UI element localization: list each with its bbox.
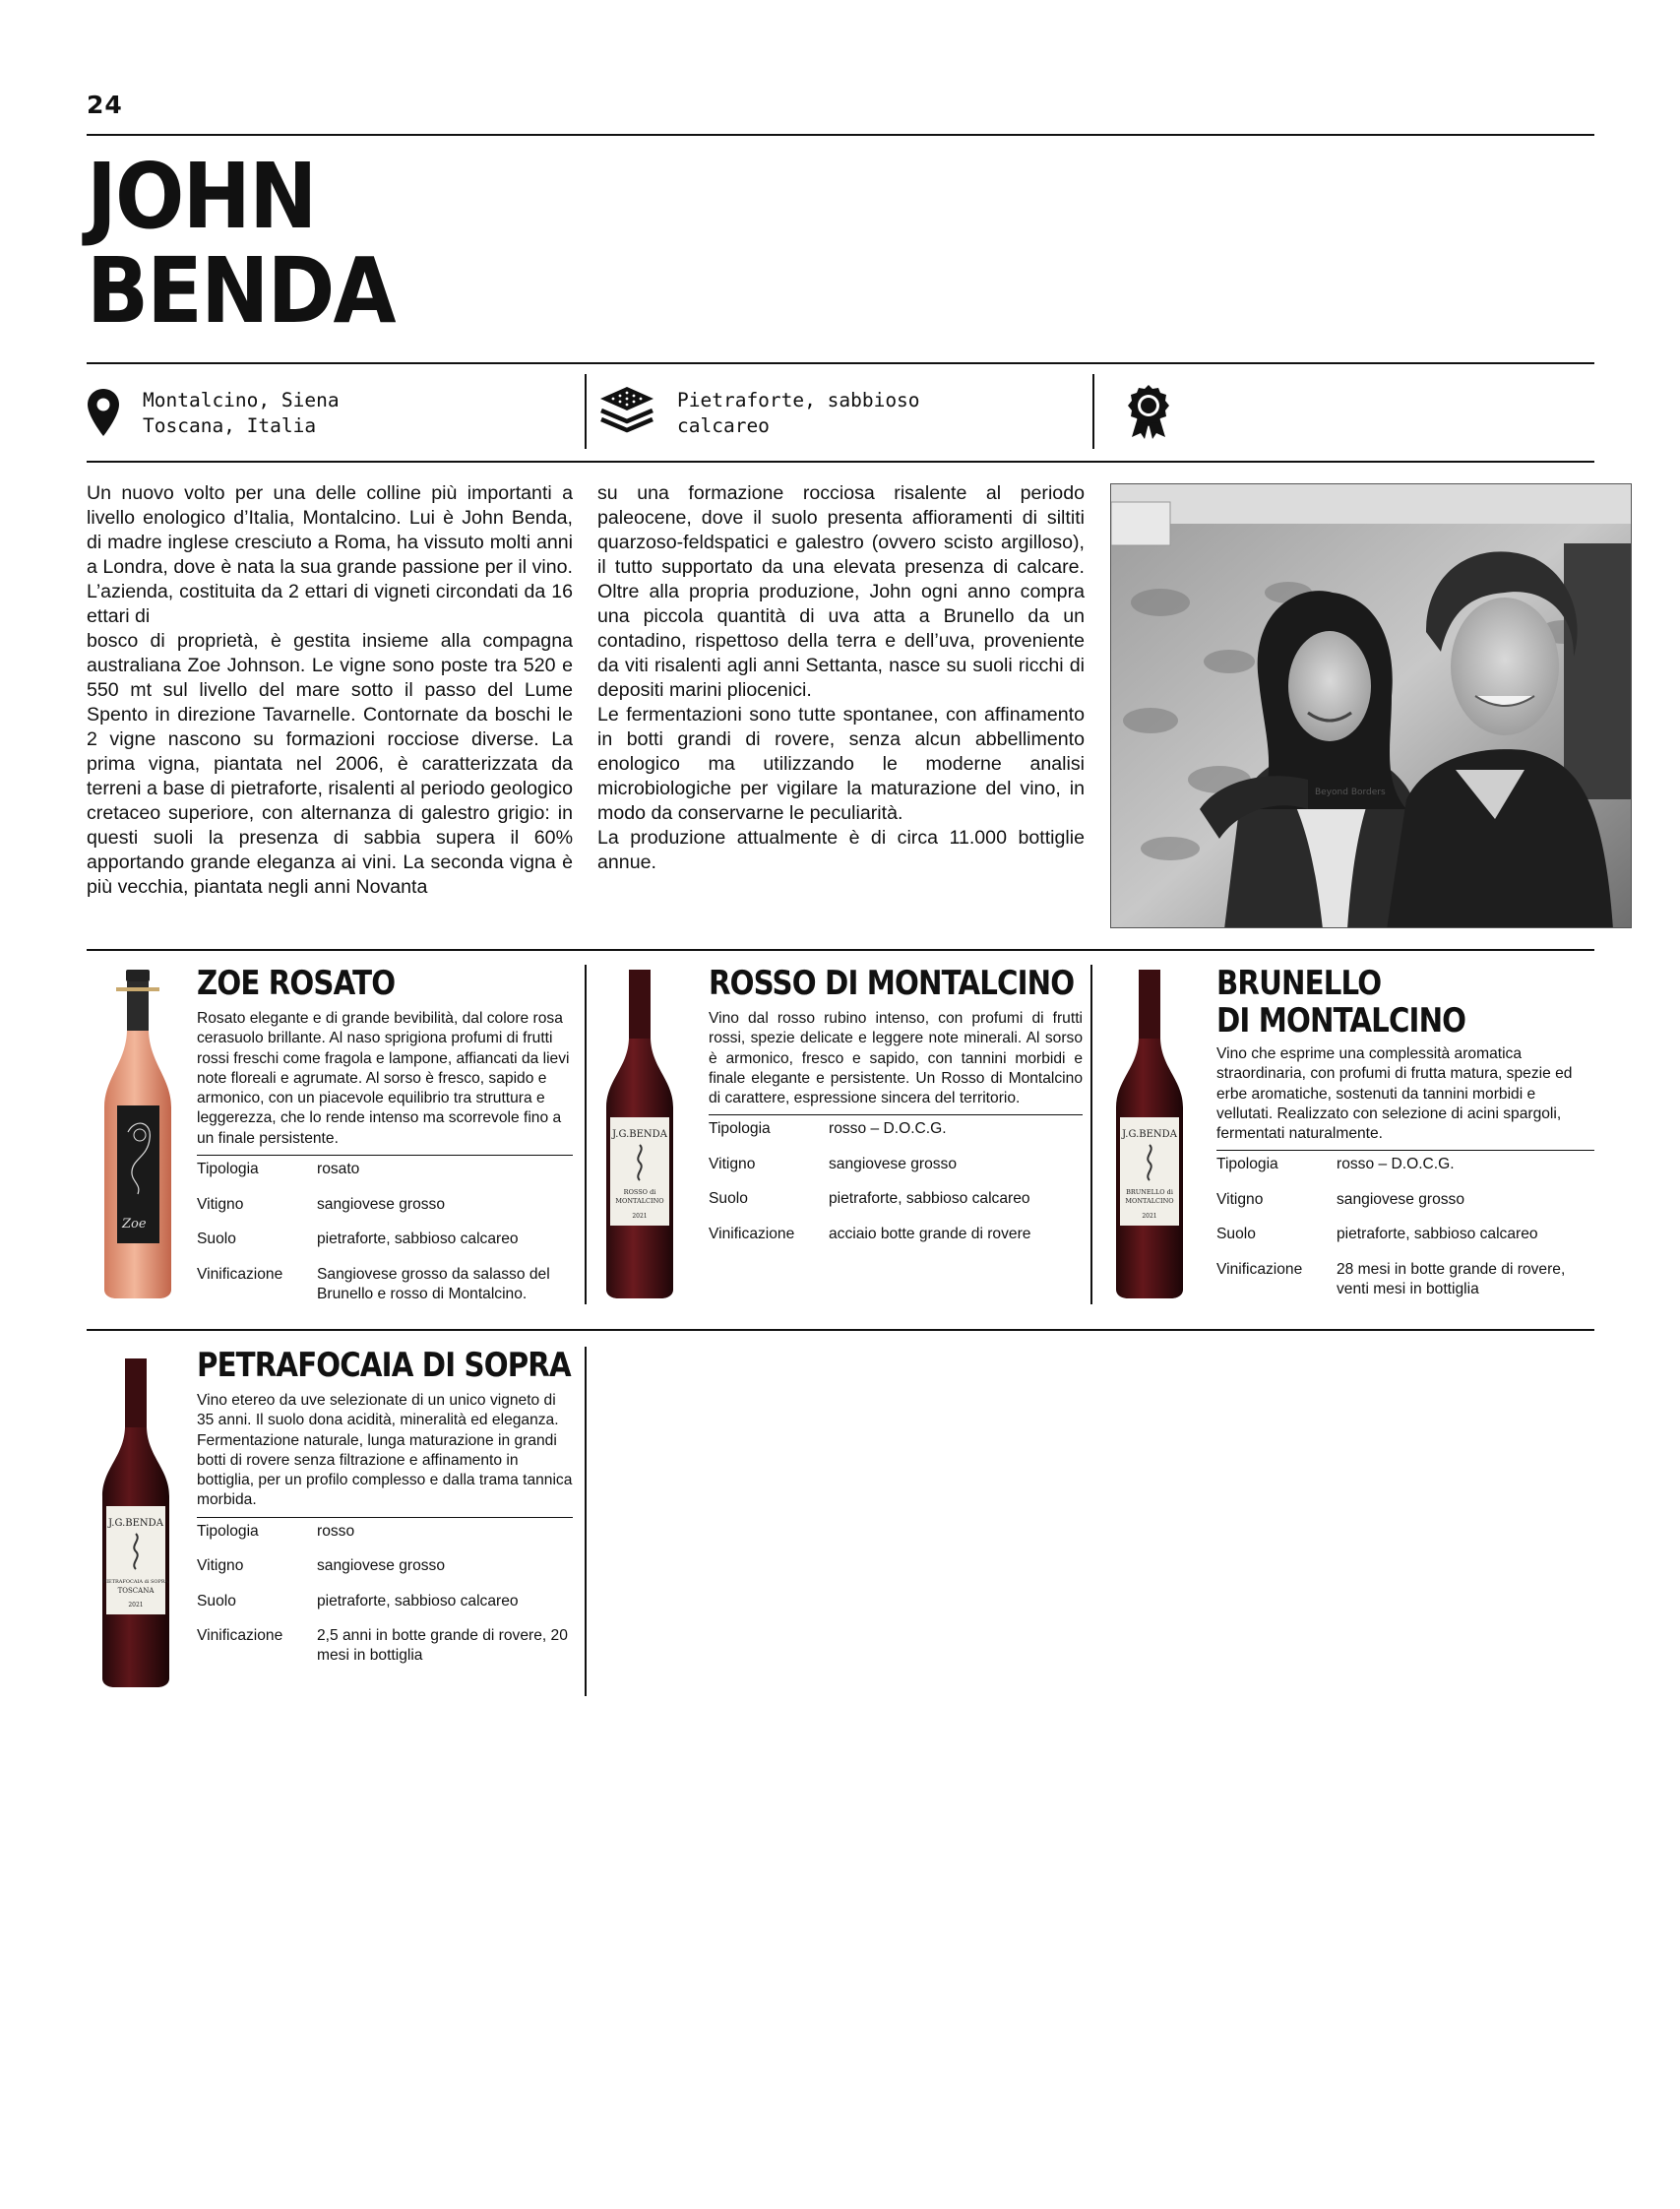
wine-title-zoe-rosato: ZOE ROSATO: [197, 964, 396, 1003]
spec-value: pietraforte, sabbioso calcareo: [317, 1231, 519, 1248]
spec-label: Tipologia: [709, 1120, 771, 1138]
wine-specs: [709, 1114, 1083, 1244]
spec-label: Vitigno: [709, 1155, 756, 1172]
spec-label: Vinificazione: [197, 1265, 283, 1283]
wine-title-brunello-di-montalcino: [1216, 965, 1541, 1040]
spec-value: rosso: [317, 1522, 355, 1540]
description-col2-para2: Le fermentazioni sono tutte spontanee, con affinamento in botti grandi di rovere, senza alcun abbellimento enologico ma utilizzando le moderne analisi microbiologiche per vigilare la maturazione del vino, in modo da conservarne le peculiarità.: [597, 704, 1085, 824]
description-col1-para2: bosco di proprietà, è gestita insieme alla compagna australiana Zoe Johnson. Le vigne sono poste tra 520 e 550 mt sul livello del mare sotto il passo del Lume Spento in direzione Tavarnelle. Contornate da boschi le 2 vigne nascono su formazioni rocciose diverse. La prima vigna, piantata nel 2006, è caratterizzata da terreni a base di pietraforte, risalenti al periodo geologico cretaceo superiore, con alternanza di galestro grigio: in questi suoli la presenza di sabbia supera il 60% apportando grande eleganza ai vini. La seconda vigna è più vecchia, piantata negli anni Novanta: [87, 630, 573, 898]
spec-row-suolo: [709, 1189, 1083, 1209]
spec-value: 2,5 anni in botte grande di rovere, 20 mesi in bottiglia: [317, 1627, 568, 1665]
description-col1-para1: Un nuovo volto per una delle colline più importanti a livello enologico d’Italia, Montalcino. Lui è John Benda, di madre inglese cresciuto a Roma, ha vissuto molti anni a Londra, dove è nata la sua grande passione per il vino. L’azienda, costituita da 2 ettari di vigneti circondati da 16 ettari di: [87, 482, 573, 627]
producer-title: [87, 144, 395, 344]
description-col2-para1: su una formazione rocciosa risalente al periodo paleocene, dove il suolo presenta affioramenti di siltiti quarzoso-feldspatici e galestro (ovvero scisto argilloso), il tutto supportato da una elevata presenza di calcare. Oltre alla propria produzione, John ogni anno compra una piccola quantità di uva atta a Brunello da un contadino, rispettoso della terra e dell’uva, proveniente da viti risalenti agli anni Settanta, nasce su suoli ricchi di depositi marini pliocenici.: [597, 482, 1085, 701]
spec-value: rosso – D.O.C.G.: [1337, 1156, 1455, 1173]
location-line1: Montalcino, Siena: [143, 389, 340, 411]
spec-label: Tipologia: [197, 1522, 259, 1540]
spec-row-vitigno: [1216, 1190, 1594, 1210]
wines-top-rule: [87, 949, 1594, 951]
map-pin-icon: [87, 388, 120, 437]
rosso-bottle-image: [600, 970, 679, 1299]
wine-description: Vino dal rosso rubino intenso, con profumi di frutti rossi, spezie delicate e leggere note minerali. Al sorso è armonico, fresco e sapido, con tannini morbidi e finale elegante e persistente. Un Rosso di Montalcino di carattere, espressione sincera del territorio.: [709, 1010, 1083, 1107]
info-bar-top-rule: [87, 362, 1594, 364]
wine-card-brunello-di-montalcino: [1216, 965, 1594, 1314]
wine-specs: [197, 1155, 573, 1304]
info-bar-bottom-rule: [87, 461, 1594, 463]
spec-row-vinificazione: [197, 1265, 573, 1304]
petrafocaia-bottle-image: [96, 1358, 175, 1688]
spec-value: rosato: [317, 1161, 360, 1178]
producer-name-line1: JOHN: [87, 144, 316, 249]
petrafocaia-label-line1: PIETRAFOCAIA di SOPRA: [102, 1579, 169, 1585]
spec-value: 28 mesi in botte grande di rovere, venti mesi in bottiglia: [1337, 1260, 1566, 1297]
brunello-label-line1: BRUNELLO di: [1126, 1188, 1173, 1196]
spec-label: Suolo: [1216, 1226, 1256, 1243]
petrafocaia-label-year: 2021: [128, 1602, 144, 1609]
soil-info: [677, 388, 920, 439]
spec-label: Vitigno: [197, 1195, 244, 1213]
rosso-label-line1: ROSSO di: [623, 1188, 656, 1196]
petrafocaia-label-brand: J.G.BENDA: [108, 1518, 163, 1529]
info-divider-1: [585, 374, 587, 449]
spec-label: Suolo: [709, 1190, 748, 1208]
spec-row-vinificazione: [709, 1225, 1083, 1244]
spec-row-tipologia: [197, 1522, 573, 1542]
wine-description: Vino etereo da uve selezionate di un unico vigneto di 35 anni. Il suolo dona acidità, mineralità ed eleganza. Fermentazione naturale, lunga maturazione in grandi botti di rovere senza filtrazione e affinamento in bottiglia, per un profilo complesso e dalla trama tannica morbida.: [197, 1392, 573, 1509]
zoe-label-script: Zoe: [122, 1217, 147, 1231]
spec-value: Sangiovese grosso da salasso del Brunello e rosso di Montalcino.: [317, 1265, 550, 1302]
rosso-label-line2: MONTALCINO: [615, 1197, 664, 1205]
spec-value: pietraforte, sabbioso calcareo: [317, 1592, 519, 1609]
spec-row-vinificazione: [1216, 1260, 1594, 1299]
spec-row-tipologia: [197, 1160, 573, 1179]
wine-card-zoe-rosato: [197, 965, 573, 1319]
spec-value: rosso – D.O.C.G.: [829, 1120, 947, 1138]
wines-mid-rule: [87, 1329, 1594, 1331]
spec-row-vitigno: [709, 1155, 1083, 1174]
spec-label: Suolo: [197, 1592, 236, 1609]
wine-specs: [197, 1517, 573, 1667]
rosso-label-year: 2021: [632, 1213, 648, 1220]
spec-row-vitigno: [197, 1195, 573, 1215]
spec-label: Vinificazione: [709, 1225, 795, 1242]
spec-row-tipologia: [1216, 1155, 1594, 1174]
wine-card-petrafocaia-di-sopra: [197, 1347, 573, 1681]
brunello-label-line2: MONTALCINO: [1125, 1197, 1174, 1205]
producer-photo: [1110, 483, 1632, 928]
award-badge-icon: [1126, 384, 1171, 439]
spec-value: sangiovese grosso: [317, 1557, 446, 1575]
brunello-bottle-image: [1110, 970, 1189, 1299]
spec-value: pietraforte, sabbioso calcareo: [829, 1190, 1030, 1208]
soil-layers-icon: [598, 384, 655, 437]
spec-label: Vinificazione: [1216, 1260, 1303, 1278]
spec-row-vinificazione: [197, 1626, 573, 1666]
wine-description: Vino che esprime una complessità aromatica straordinaria, con profumi di frutta matura, spezie ed erbe aromatiche, sostenuti da tannini morbidi e vellutati. Realizzato con selezione di acini spargoli, fermentati naturalmente.: [1216, 1045, 1573, 1143]
producer-name-line2: BENDA: [87, 238, 395, 344]
wine-specs: [1216, 1150, 1594, 1299]
spec-label: Vitigno: [1216, 1190, 1264, 1208]
rosso-label-brand: J.G.BENDA: [612, 1129, 667, 1140]
soil-line2: calcareo: [677, 414, 770, 437]
info-divider-2: [1092, 374, 1094, 449]
page-number: 24: [87, 91, 123, 119]
spec-row-vitigno: [197, 1556, 573, 1576]
wine-title-rosso-di-montalcino: ROSSO DI MONTALCINO: [709, 964, 1075, 1003]
wine-title-line1: BRUNELLO: [1216, 964, 1382, 1003]
description-column-1: [87, 481, 573, 900]
wine-divider-2: [1090, 965, 1092, 1304]
wine-divider-3: [585, 1347, 587, 1696]
spec-value: sangiovese grosso: [1337, 1190, 1465, 1208]
spec-label: Tipologia: [1216, 1156, 1278, 1173]
location-line2: Toscana, Italia: [143, 414, 317, 437]
spec-label: Tipologia: [197, 1161, 259, 1178]
wine-card-rosso-di-montalcino: [709, 965, 1083, 1259]
zoe-rosato-bottle-image: [98, 970, 177, 1299]
wine-title-line2: DI MONTALCINO: [1216, 1001, 1466, 1041]
spec-label: Vitigno: [197, 1557, 244, 1575]
petrafocaia-label-line2: TOSCANA: [117, 1587, 155, 1595]
spec-value: acciaio botte grande di rovere: [829, 1225, 1031, 1242]
spec-row-suolo: [1216, 1225, 1594, 1244]
soil-line1: Pietraforte, sabbioso: [677, 389, 920, 411]
wine-title-petrafocaia-di-sopra: PETRAFOCAIA DI SOPRA: [197, 1346, 571, 1385]
wine-description: Rosato elegante e di grande bevibilità, dal colore rosa cerasuolo brillante. Al naso sprigiona profumi di frutti rossi freschi come fragola e lampone, affiancati da lievi note floreali e agrumate. Al sorso è fresco, sapido e armonico, con un piacevole equilibrio tra struttura e leggerezza, che lo rende intenso ma scorrevole fino a un finale persistente.: [197, 1010, 570, 1147]
wine-divider-1: [585, 965, 587, 1304]
spec-row-suolo: [197, 1230, 573, 1249]
spec-row-suolo: [197, 1592, 573, 1611]
spec-value: pietraforte, sabbioso calcareo: [1337, 1226, 1538, 1243]
location-info: [143, 388, 340, 439]
spec-value: sangiovese grosso: [829, 1155, 958, 1172]
description-column-2: [597, 481, 1085, 875]
description-col2-para3: La produzione attualmente è di circa 11.000 bottiglie annue.: [597, 827, 1085, 873]
photo-sweatshirt-text: Beyond Borders: [1315, 788, 1386, 797]
spec-label: Vinificazione: [197, 1627, 283, 1645]
brunello-label-brand: J.G.BENDA: [1122, 1129, 1177, 1140]
top-rule: [87, 134, 1594, 136]
spec-value: sangiovese grosso: [317, 1195, 446, 1213]
brunello-label-year: 2021: [1142, 1213, 1157, 1220]
spec-row-tipologia: [709, 1119, 1083, 1139]
spec-label: Suolo: [197, 1231, 236, 1248]
